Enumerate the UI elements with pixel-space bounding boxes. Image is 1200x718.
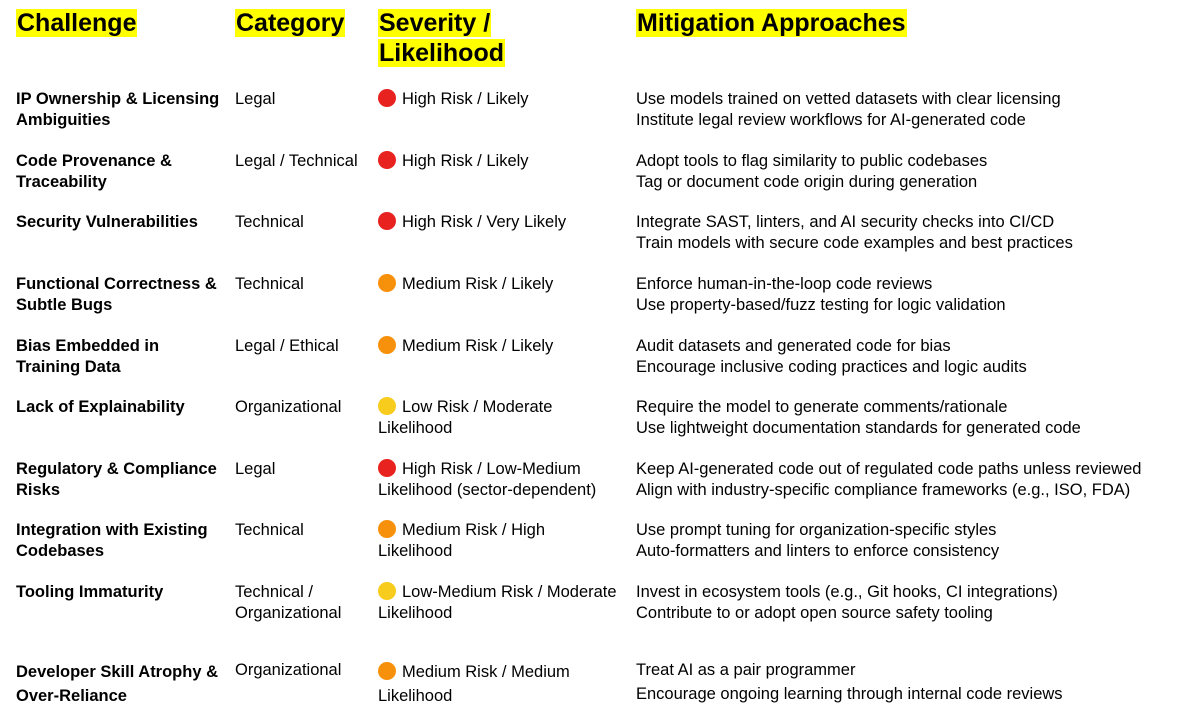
mitigation-line: Use lightweight documentation standards for generated code (636, 419, 1081, 437)
category-cell: Technical (235, 521, 304, 539)
header-mitigation-label: Mitigation Approaches (637, 9, 906, 37)
mitigation-line: Use models trained on vetted datasets with clear licensing (636, 90, 1061, 108)
header-challenge-label: Challenge (17, 9, 137, 37)
mitigation-line: Encourage inclusive coding practices and logic audits (636, 358, 1027, 376)
severity-label: High Risk / Likely (402, 90, 529, 108)
mitigation-line: Align with industry-specific compliance frameworks (e.g., ISO, FDA) (636, 481, 1131, 499)
mitigation-line: Adopt tools to flag similarity to public codebases (636, 152, 988, 170)
challenge-cell: Security Vulnerabilities (16, 213, 198, 231)
severity-label: Low Risk / Moderate Likelihood (378, 398, 553, 437)
severity-medium-icon (378, 336, 396, 354)
mitigation-line: Auto-formatters and linters to enforce consistency (636, 542, 1000, 560)
challenge-cell: Regulatory & Compliance Risks (16, 460, 217, 499)
category-cell: Legal / Ethical (235, 337, 339, 355)
category-cell: Legal (235, 90, 276, 108)
header-mitigation (636, 8, 907, 38)
severity-medium-icon (378, 274, 396, 292)
mitigation-line: Use prompt tuning for organization-specific styles (636, 521, 997, 539)
category-cell: Legal (235, 460, 276, 478)
severity-low-icon (378, 582, 396, 600)
severity-cell (378, 582, 623, 624)
severity-label: Medium Risk / Medium Likelihood (378, 663, 570, 705)
severity-label: Medium Risk / High Likelihood (378, 521, 546, 560)
mitigation-line: Train models with secure code examples and best practices (636, 234, 1073, 252)
mitigation-line: Integrate SAST, linters, and AI security checks into CI/CD (636, 213, 1055, 231)
mitigation-line: Treat AI as a pair programmer (636, 661, 856, 679)
severity-label: Medium Risk / Likely (402, 275, 554, 293)
severity-high-icon (378, 459, 396, 477)
challenge-cell: Bias Embedded in Training Data (16, 337, 160, 376)
severity-medium-icon (378, 662, 396, 680)
severity-cell (378, 336, 623, 357)
header-challenge (16, 8, 137, 38)
mitigation-line: Require the model to generate comments/rationale (636, 398, 1008, 416)
mitigation-line: Use property-based/fuzz testing for logic validation (636, 296, 1006, 314)
severity-high-icon (378, 212, 396, 230)
challenge-cell: Developer Skill Atrophy & Over-Reliance (16, 663, 219, 705)
challenge-cell: Tooling Immaturity (16, 583, 164, 601)
challenge-cell: Integration with Existing Codebases (16, 521, 208, 560)
category-cell: Organizational (235, 398, 342, 416)
severity-cell (378, 89, 623, 110)
category-cell: Technical (235, 213, 304, 231)
challenge-cell: Code Provenance & Traceability (16, 152, 172, 191)
severity-label: High Risk / Very Likely (402, 213, 567, 231)
mitigation-line: Encourage ongoing learning through internal code reviews (636, 685, 1063, 703)
mitigation-line: Tag or document code origin during generation (636, 173, 978, 191)
mitigation-line: Contribute to or adopt open source safety tooling (636, 604, 993, 622)
severity-high-icon (378, 89, 396, 107)
severity-cell (378, 151, 623, 172)
header-severity-line2: Likelihood (379, 39, 504, 67)
severity-label: High Risk / Low-Medium Likelihood (sector-dependent) (378, 460, 597, 499)
mitigation-line: Invest in ecosystem tools (e.g., Git hooks, CI integrations) (636, 583, 1058, 601)
severity-high-icon (378, 151, 396, 169)
severity-low-icon (378, 397, 396, 415)
severity-cell (378, 459, 623, 501)
severity-cell (378, 212, 623, 233)
severity-medium-icon (378, 520, 396, 538)
header-category (235, 8, 345, 38)
header-category-label: Category (236, 9, 345, 37)
mitigation-line: Enforce human-in-the-loop code reviews (636, 275, 933, 293)
header-severity (378, 8, 505, 68)
challenge-cell: Lack of Explainability (16, 398, 185, 416)
severity-label: Medium Risk / Likely (402, 337, 554, 355)
category-cell: Legal / Technical (235, 152, 358, 170)
mitigation-line: Audit datasets and generated code for bias (636, 337, 951, 355)
severity-label: Low-Medium Risk / Moderate Likelihood (378, 583, 617, 622)
challenge-cell: Functional Correctness & Subtle Bugs (16, 275, 217, 314)
severity-cell (378, 660, 623, 708)
header-severity-line1: Severity / (379, 9, 491, 37)
severity-cell (378, 520, 623, 562)
severity-label: High Risk / Likely (402, 152, 529, 170)
severity-cell (378, 397, 623, 439)
mitigation-line: Keep AI-generated code out of regulated code paths unless reviewed (636, 460, 1142, 478)
challenge-cell: IP Ownership & Licensing Ambiguities (16, 90, 220, 129)
category-cell: Organizational (235, 661, 342, 679)
severity-cell (378, 274, 623, 295)
category-cell: Technical / Organizational (235, 583, 342, 622)
category-cell: Technical (235, 275, 304, 293)
mitigation-line: Institute legal review workflows for AI-generated code (636, 111, 1026, 129)
